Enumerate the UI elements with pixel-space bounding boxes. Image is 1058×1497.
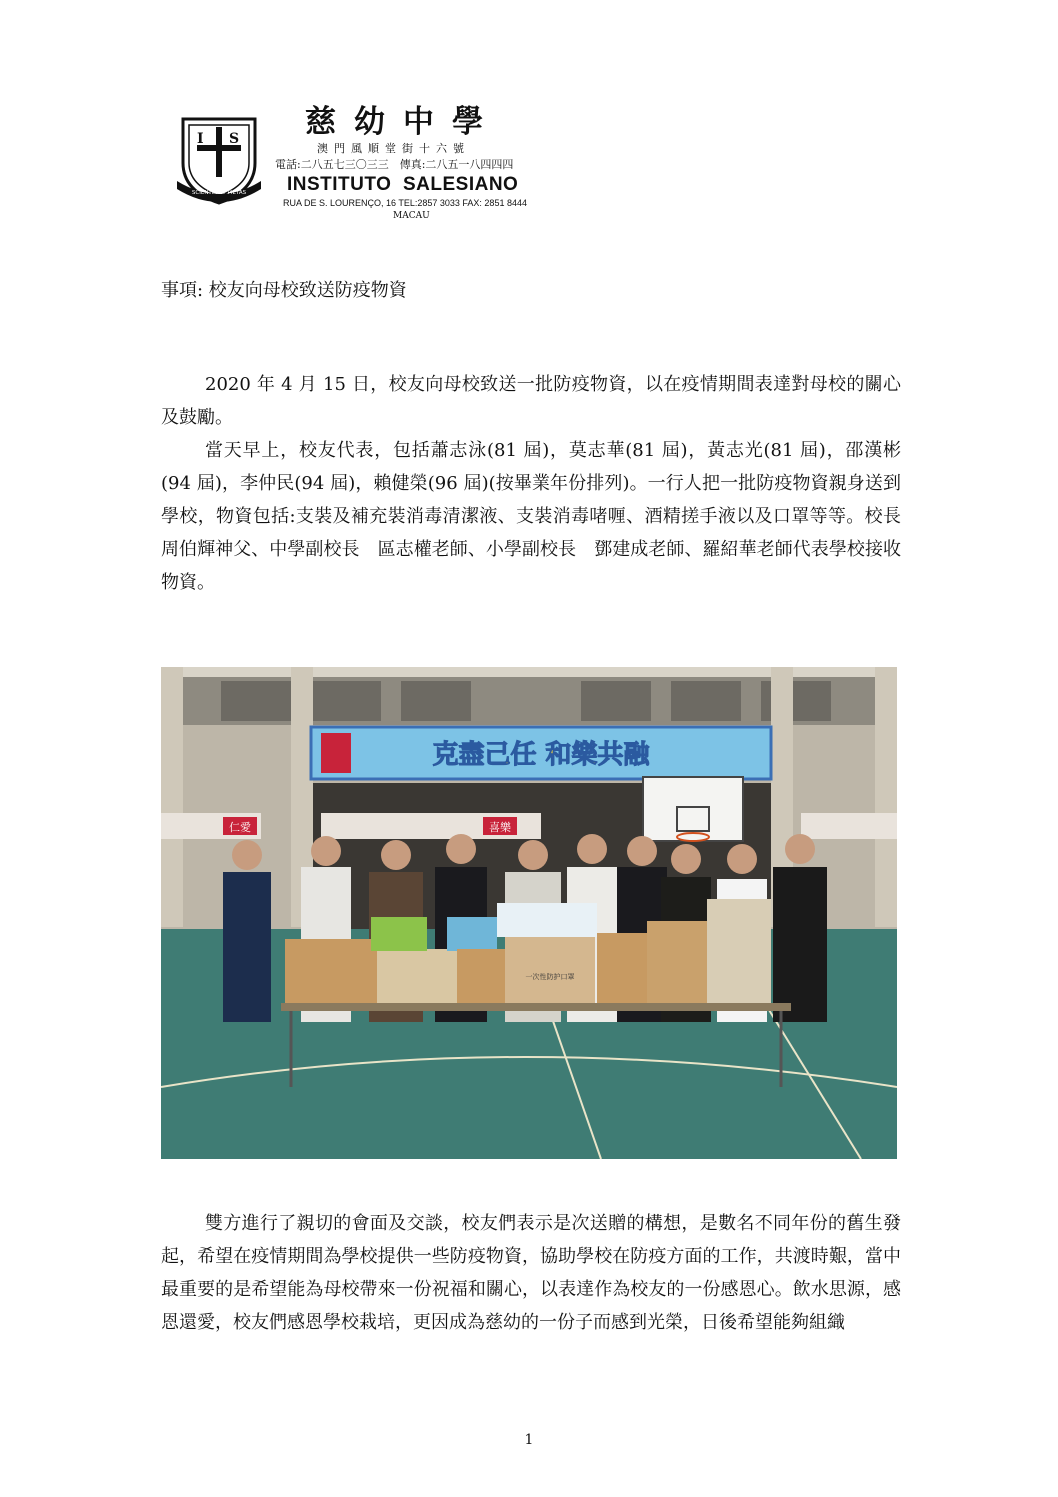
photo-mask-box-label: 一次性防护口罩 bbox=[525, 973, 575, 981]
school-name-portuguese: INSTITUTO SALESIANO bbox=[287, 174, 519, 195]
school-address-portuguese: RUA DE S. LOURENÇO, 16 TEL:2857 3033 FAX: 2851 8444 bbox=[283, 198, 527, 208]
school-name-chinese: 慈幼中學 bbox=[305, 104, 501, 140]
photo-banner-text: 克盡己任 和樂共融 bbox=[432, 740, 650, 770]
letterhead bbox=[175, 105, 595, 220]
photo-sign-left: 仁愛 bbox=[229, 821, 251, 834]
body-paragraph-1: 2020 年 4 月 15 日，校友向母校致送一批防疫物資，以在疫情期間表達對母校的關心及鼓勵。 bbox=[161, 374, 901, 428]
letterhead-text bbox=[275, 105, 605, 222]
svg-text:S: S bbox=[229, 131, 240, 147]
page-number: 1 bbox=[524, 1432, 534, 1448]
photo-sign-right: 喜樂 bbox=[489, 821, 511, 834]
school-city: MACAU bbox=[393, 211, 430, 221]
school-crest-logo bbox=[175, 111, 263, 207]
donation-group-photo bbox=[161, 667, 897, 1159]
school-address-chinese: 澳門風順堂街十六號 bbox=[317, 142, 470, 155]
svg-text:I: I bbox=[197, 131, 204, 147]
school-phone-fax-chinese: 電話:二八五七三〇三三 傳真:二八五一八四四四 bbox=[275, 158, 514, 171]
subject-line: 事項: 校友向母校致送防疫物資 bbox=[161, 280, 407, 301]
body-paragraph-2: 當天早上，校友代表，包括蕭志泳(81 屆)，莫志華(81 屆)，黃志光(81 屆)，邵漢彬(94 屆)，李仲民(94 屆)，賴健榮(96 屆)(按畢業年份排列)。一行人把一批防疫物資親身送到學校，物資包括:支裝及補充裝消毒清潔液、支裝消毒啫喱、酒精搓手液以及口罩等等。校長 周伯輝神父、中學副校長 區志權老師、小學副校長 鄧建成老師、羅紹華老師代表學校接收物資。 bbox=[161, 440, 919, 593]
svg-text:SCIENTIA ET PIETAS: SCIENTIA ET PIETAS bbox=[191, 190, 247, 196]
body-paragraph-3: 雙方進行了親切的會面及交談，校友們表示是次送贈的構想，是數名不同年份的舊生發起，希望在疫情期間為學校提供一些防疫物資，協助學校在防疫方面的工作，共渡時艱，當中最重要的是希望能為母校帶來一份祝福和關心，以表達作為校友的一份感恩心。飲水思源，感恩還愛，校友們感恩學校栽培，更因成為慈幼的一份子而感到光榮，日後希望能夠組織 bbox=[161, 1213, 901, 1333]
